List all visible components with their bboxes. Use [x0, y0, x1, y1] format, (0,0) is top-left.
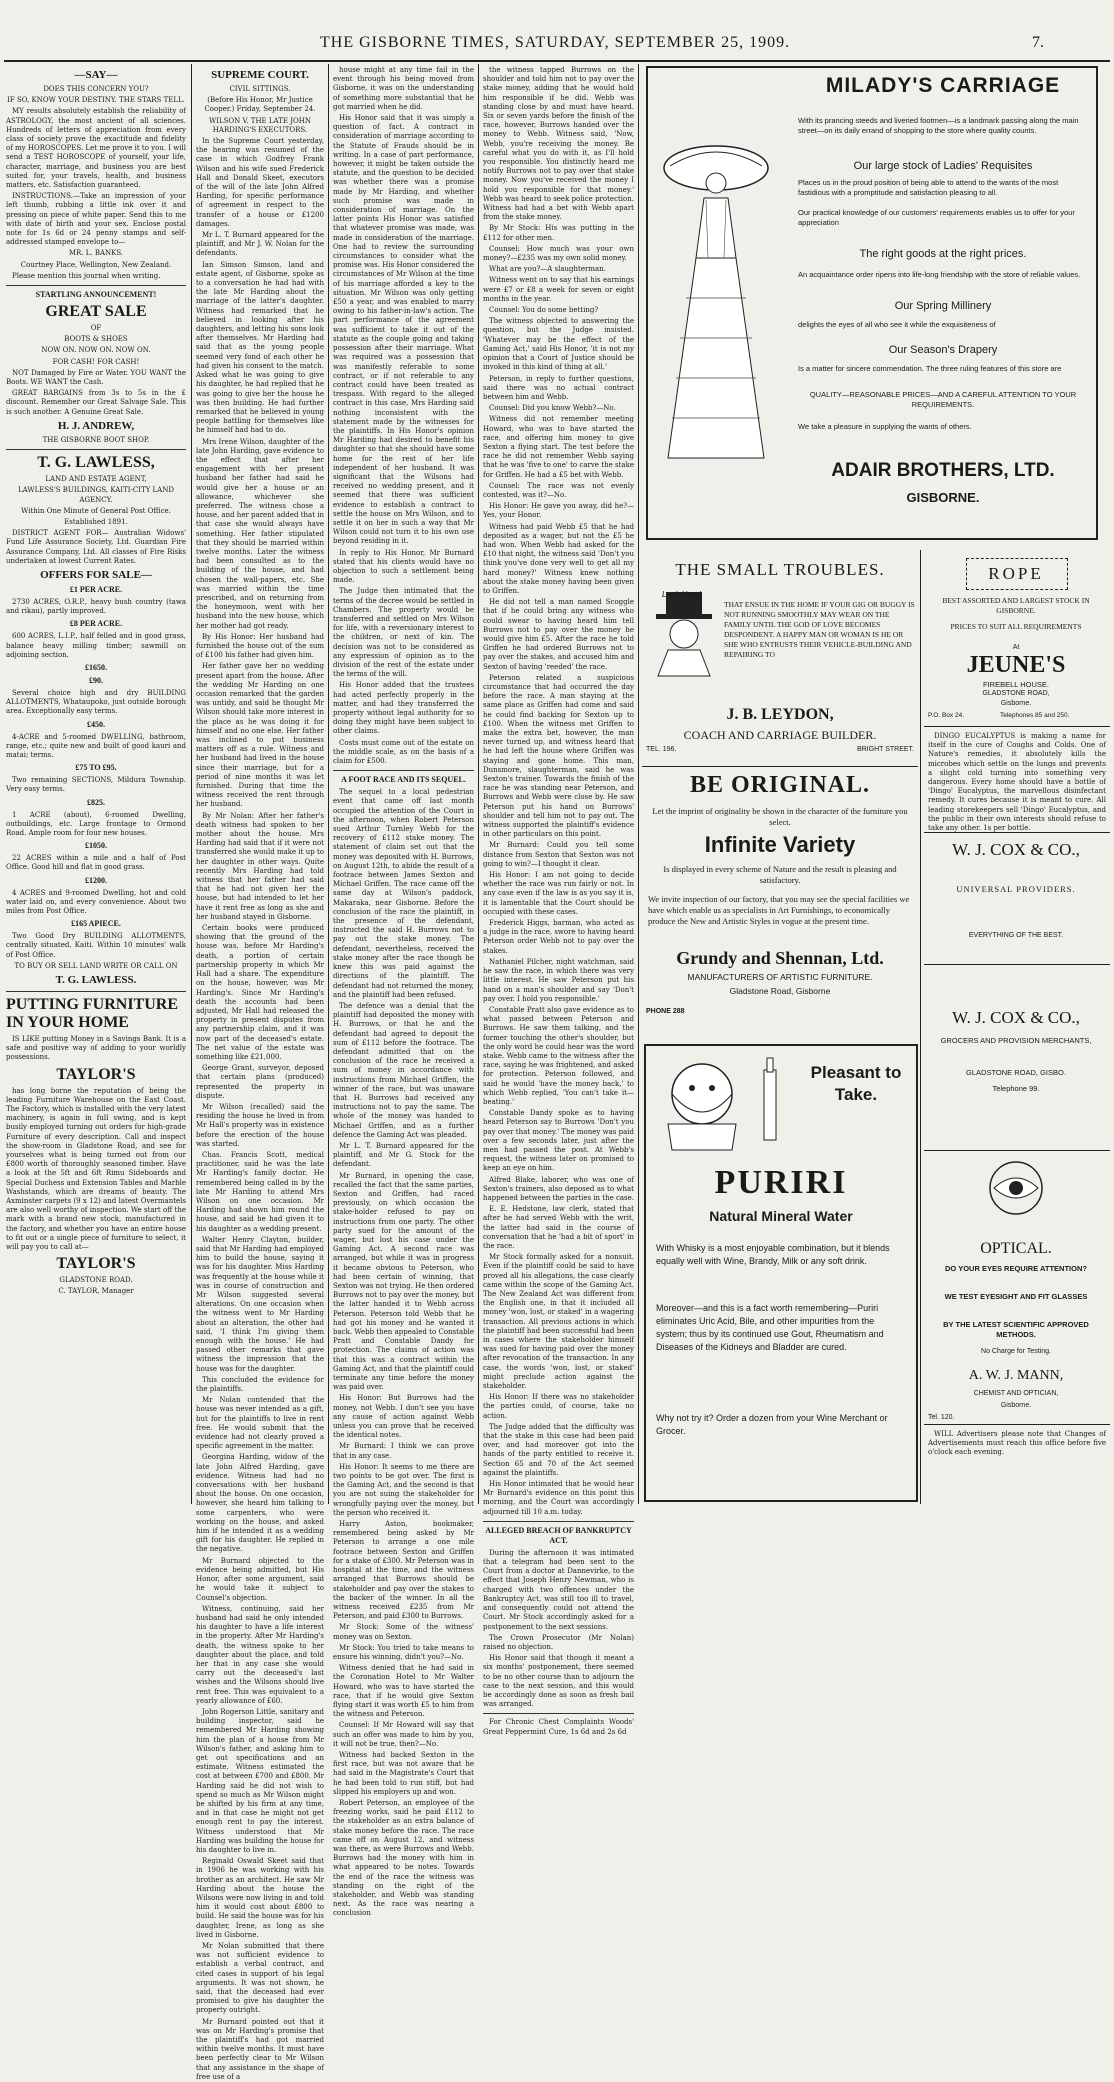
column-rule	[920, 550, 921, 1504]
infinite-variety: Infinite Variety	[704, 832, 856, 857]
milady-heading-5: Our Season's Drapery	[888, 344, 998, 356]
bankruptcy-heading: ALLEGED BREACH OF BANKRUPTCY ACT.	[485, 1525, 632, 1545]
article-paragraph: Witness had paid Webb £5 that he had deposited as a wager, but not the £5 he had won. When Webb had asked for the £10 that night, the witness said 'Don't you think you've done very well to get all my hard money?' Witness knew nothing about the stake money having been given to Griffen.	[483, 522, 634, 595]
adair-brothers: ADAIR BROTHERS, LTD.	[831, 460, 1055, 481]
article-paragraph: Witness went on to say that his earnings were £7 or £8 a week for seven or eight months in the year.	[483, 276, 634, 303]
article-paragraph: George Grant, surveyor, deposed that certain plans (produced) represented the property in dispute.	[196, 1064, 324, 1100]
grundy-phone: PHONE 288	[646, 1008, 685, 1015]
cox-universal-ad	[926, 840, 1106, 960]
article-paragraph: Mr Stock: You tried to take means to ensure his winning, didn't you?—No.	[333, 1643, 474, 1661]
optical-question: DO YOUR EYES REQUIRE ATTENTION?	[945, 1264, 1087, 1273]
article-paragraph: His Honor: If there was no stakeholder the parties could, of course, take no action.	[483, 1393, 634, 1420]
article-paragraph: Nathaniel Pilcher, night watchman, said he saw the race, in which there was very little interest. He saw Peterson put his hand on a man's shoulder and say 'Don't pay over. I hold you responsible.'	[483, 957, 634, 1003]
article-paragraph: The witness objected to answering the question, but the Judge insisted. 'Whatever may be the effect of the Gaming Act,' said His Honor, 'it is not my opinion that a Court of Justice should be invoked in this kind of thing at all.'	[483, 317, 634, 372]
article-paragraph: John Rogerson Little, sanitary and building inspector, said he remembered Mr Harding showing him the plan of a house from Mr Wilson's father, and asking him to get out specifications and an estimate. Witness estimated the cost at between £700 and £800. Mr Harding said he did not wish to spend so much as Mr Wilson might be shifted by his firm at any time, and in that case he might not get enough rent to pay the interest. Witness understood that Mr Harding was building the house for his daughter to live in.	[196, 1707, 324, 1854]
jeunes-pobox: P.O. Box 24.	[928, 712, 965, 719]
startling-heading: STARTLING ANNOUNCEMENT!	[35, 290, 157, 300]
article-paragraph: Counsel: You do some betting?	[489, 306, 599, 315]
great-sale-damaged: NOT Damaged by Fire or Water. YOU WANT the Boots. WE WANT the Cash.	[6, 368, 186, 387]
lawless-established: Established 1891.	[64, 517, 128, 526]
leydon-title: THE SMALL TROUBLES.	[675, 560, 885, 579]
column-rule	[191, 64, 192, 1504]
article-paragraph: The sequel to a local pedestrian event that came off last month occupied the attention of the Court in the afternoon, when Robert Peterson sued Arthur Turnley Webb for the recovery of £112 stake money. The statement of claim set out that the money was deposited with H. Burrows, on August 12th, to abide the result of a footrace between James Sexton and Michael Griffen. The race came off the same day at Wilson's paddock, Makaraka, near Gisborne. Before the conclusion of the race the plaintiff, in the presence of the defendant, instructed the said H. Burrows not to pay out the stake money. The defendant, nevertheless, received the stake money after the race though he knew this was paid against the directions of the plaintiff. The defendant had not returned the money, and the plaintiff had been refused.	[333, 788, 474, 999]
listing: 4-ACRE and 5-roomed DWELLING, bathroom, range, etc.; quite new and built of good kauri and matai; terms.	[6, 732, 186, 759]
article-paragraph: Mr Burnard: I think we can prove that in any case.	[333, 1442, 474, 1460]
divider	[924, 964, 1110, 965]
jeunes-road: GLADSTONE ROAD,	[982, 690, 1050, 697]
article-body	[333, 66, 474, 766]
article-paragraph: Alfred Blake, laborer, who was one of Sexton's trainers, also deposed as to what happened between the parties in the case.	[483, 1175, 635, 1202]
article-paragraph: Georgina Harding, widow of the late John Alfred Harding, gave evidence. Witness had had no conversations with her husband about the house. On one occasion, however, she heard him talking to some carpenters, who were working on the house, and asked him if he intended it as a wedding gift for his daughter. He replied in the negative.	[196, 1453, 324, 1554]
district-agent: DISTRICT AGENT FOR— Australian Widows' Fund Life Assurance Society, Ltd. Guardian Fire Assurance Company, Ltd. All classes of Fire Risks undertaken at lowest Current Rates.	[6, 529, 186, 565]
jeunes-town: Gisborne.	[1000, 700, 1032, 707]
optical-ad	[926, 1158, 1106, 1468]
taylors-manager: C. TAYLOR, Manager	[58, 1287, 134, 1296]
article-paragraph: Mr Nolan submitted that there was not sufficient evidence to establish a verbal contract, and cited cases in support of his legal arguments. It was not shown, he said, that the deceased had ever promised to give his daughter the property outright.	[196, 1942, 324, 2015]
grundy-text-1: Let the imprint of originality be shown in the character of the furniture you select.	[652, 806, 908, 827]
divider	[642, 766, 918, 767]
milady-text-5: delights the eyes of all who see it while the exquisiteness of	[798, 320, 996, 329]
milady-heading-4: Our Spring Millinery	[894, 300, 992, 312]
listing: 1 ACRE (about), 6-roomed Dwelling, outbuildings, etc. Large frontage to Ormond Road. Ample room for four new houses.	[6, 810, 186, 837]
article-paragraph: This concluded the evidence for the plaintiffs.	[196, 1375, 324, 1394]
grundy-address: Gladstone Road, Gisborne	[729, 986, 831, 996]
leydon-tel: TEL. 196.	[646, 746, 677, 753]
price: £75 TO £95.	[75, 763, 117, 773]
look-here-label: Look Here!	[662, 590, 702, 599]
listing: Several choice high and dry BUILDING ALLOTMENTS, Whataupoko, just outside borough area. Exceptionally easy terms.	[6, 688, 186, 716]
rope-text-1: BEST ASSORTED AND LARGEST STOCK IN GISBORNE.	[942, 596, 1090, 615]
divider	[924, 832, 1110, 833]
cox-telephone: Telephone 99.	[992, 1084, 1040, 1093]
column-rule	[478, 64, 479, 1504]
grundy-sub: MANUFACTURERS OF ARTISTIC FURNITURE.	[687, 972, 873, 982]
say-name: MR. L. BANKS.	[68, 249, 124, 258]
article-paragraph: His Honor: He gave you away, did he?—Yes, your Honor.	[483, 502, 634, 520]
article-paragraph: Constable Pratt also gave evidence as to what passed between Peterson and Burrows. He saw them talking, and the former touching the other's shoulder, but the only word he could hear was the word stake. Webb came to the witness after the race, saying he was frightened, and asked for protection. Peterson followed, and said he would 'have the money back,' to which Webb replied, 'You can't take it—beating.'	[483, 1005, 634, 1106]
article-paragraph: Mr Burnard objected to the evidence being admitted, but His Honor, after some argument, said he would take it subject to Counsel's objection.	[196, 1556, 324, 1602]
article-paragraph: Counsel: How much was your own money?—£235 was my own solid money.	[483, 244, 634, 263]
taylors-heading: TAYLOR'S	[56, 1065, 136, 1083]
great-sale-heading: GREAT SALE	[45, 303, 147, 321]
article-paragraph: The Judge then intimated that the terms of the decree would be settled in Chambers. The property would be transferred and settled on Mrs Wilson for life, with a reversionary interest to the children, or next of kin. The decision was not to be considered as any expression of opinion as to the division of the rest of the estate under the terms of the will.	[333, 587, 474, 679]
taylors-heading-2: TAYLOR'S	[56, 1255, 136, 1273]
listing: 4 ACRES and 9-roomed Dwelling, hot and cold water laid on, and every convenience. About two miles from Post Office.	[6, 888, 186, 915]
article-paragraph: His Honor intimated that he would hear Mr Burnard's evidence on this point this morning, and the Court was accordingly adjourned till 10 a.m. today.	[483, 1480, 634, 1516]
milady-text-7: QUALITY—REASONABLE PRICES—AND A CAREFUL ATTENTION TO YOUR REQUIREMENTS.	[809, 390, 1077, 409]
article-paragraph: In reply to His Honor, Mr Burnard stated that his clients would have no objection to such a settlement being made.	[333, 548, 474, 585]
column-classifieds	[6, 66, 186, 1504]
andrew-name: H. J. ANDREW,	[57, 419, 135, 432]
grundy-firm: Grundy and Shennan, Ltd.	[676, 948, 884, 968]
case-title: WILSON V. THE LATE JOHN HARDING'S EXECUTORS.	[209, 116, 311, 134]
article-paragraph: Counsel: The race was not evenly contested, was it?—No.	[483, 481, 634, 499]
dingo-ad	[928, 732, 1106, 833]
article-paragraph: Witness did not remember meeting Howard, who was to have started the race, and offering him money to give Sexton a flying start. The test before the race he did not remember Webb saying that he was 'five to one' to carve the stake for Griffen. He had a £5 bet with Webb.	[483, 415, 634, 479]
article-paragraph: E. E. Hedstone, law clerk, stated that after he had served Webb with the writ, the latter had said in the course of conversation that he 'had a bit of sport' in the race.	[483, 1205, 634, 1250]
pleasant-to-take: Pleasant to Take.	[810, 1063, 902, 1104]
milady-heading-3: The right goods at the right prices.	[859, 248, 1027, 260]
article-paragraph: The defence was a denial that the plaintiff had deposited the money with H. Burrows, or that he and the defendant had agreed to deposit the sum of £112 before the footrace. The defendant admitted that on the conclusion of the race he received a sum of money in accordance with instructions from Michael Griffen, the winner of the race, but was unaware that H. Burrows had received any instructions not to pay the same. The whole of the money was handed to Michael Griffen, and as a further defence the Gaming Act was pleaded.	[333, 1001, 474, 1139]
article-paragraph: Mr Burnard: Could you tell some distance from Sexton that Sexton was not going to win?—I thought it clear.	[483, 841, 634, 868]
great-sale-cash: FOR CASH! FOR CASH!	[52, 357, 140, 366]
price: £90.	[89, 675, 103, 685]
article-paragraph: Mr Wilson (recalled) said the residing the house he lived in from Mr Hall's property was in existence before the erection of the house was started.	[196, 1102, 324, 1148]
leydon-text: THAT ENSUE IN THE HOME IF YOUR GIG OR BUGGY IS NOT RUNNING SMOOTHLY MAY WEAR ON THE FAMILY UNTIL THE GOD OF LOVE BECOMES DESPONDENT. A HAPPY MAN OR WOMAN IS HE OR SHE WHO ENTRUSTS THEIR VEHICLE-BUILDING AND REPAIRING TO	[724, 600, 915, 659]
column-foot-race-continued	[483, 66, 635, 1736]
article-paragraph: Witness, continuing, said her husband had said he only intended his daughter to have a life interest in the property. After Mr Harding's death, the witness spoke to her daughter about the place, and told her that in any case she would carry out the deceased's last wishes and the Wilsons should live rent free. This was equivalent to a yearly allowance of £60.	[196, 1604, 324, 1705]
offers-heading: OFFERS FOR SALE—	[40, 568, 152, 581]
column-rule	[638, 64, 639, 1504]
milady-text-1: With its prancing steeds and liveried footmen—is a landmark passing along the main street—on its daily errand of shopping to the store where quality counts.	[798, 116, 1079, 135]
foot-race-body	[333, 788, 474, 1918]
great-sale-of: OF	[90, 324, 102, 333]
great-sale-now: NOW ON. NOW ON. NOW ON.	[41, 346, 151, 355]
man-with-bottle-illustration	[652, 1050, 802, 1160]
price: £1 PER ACRE.	[69, 584, 123, 594]
article-paragraph: Mr Burnard pointed out that it was on Mr Harding's promise that the plaintiff's had got married within twelve months. It must have been perfectly clear to Mr Wilson that any assistance in the shape of free use of a	[196, 2017, 324, 2081]
article-paragraph: Her father gave her no wedding present apart from the house. After the wedding Mr Harding on one occasion remarked that the garden was untidy, and said he thought Mr Wilson should take more interest in the place as he was doing it for himself and no one else. Her father was inclined to put business matters off as a rule. Witness and her husband had lived in the house since their marriage, but for a period of nine months it was let furnished. During that time the witness received the rent through her husband.	[196, 662, 324, 809]
rope-ad	[926, 556, 1106, 706]
listing: Two remaining SECTIONS, Mildura Township. Very easy terms.	[6, 776, 186, 794]
article-paragraph: What are you?—A slaughterman.	[489, 265, 606, 274]
article-paragraph: Constable Dandy spoke as to having heard Peterson say to Burrows 'Don't you pay over that money.' The money was paid over a few seconds later, just after the men had passed the post. At Webb's request, the witness later on promised to keep an eye on him.	[483, 1109, 634, 1173]
article-paragraph: Mr Stock formally asked for a nonsuit. Even if the plaintiff could be said to have proved all his allegations, the case clearly came within the scope of the Gaming Act. The New Zealand Act was different from the English one, in that it included all money 'won, lost, or staked' in a wagering transaction. All previous actions in which the plaintiff had been successful had been in cases where the stakeholder himself was sued for having paid over the money after revocation of the transaction. In any case, the words 'won, lost, or staked' might preclude action against the stakeholder.	[483, 1253, 634, 1391]
masthead-title: THE GISBORNE TIMES, SATURDAY, SEPTEMBER 25, 1909.	[320, 34, 791, 51]
man-with-hat-illustration	[648, 586, 720, 676]
price: £450.	[87, 719, 105, 729]
optical-text-2: BY THE LATEST SCIENTIFIC APPROVED METHODS.	[943, 1320, 1089, 1339]
jeunes-name: JEUNE'S	[966, 652, 1066, 678]
page-number: 7.	[1032, 34, 1044, 51]
article-paragraph: His Honor said that though it meant a six months' postponement, there seemed to be no other course than to adjourn the case to the next session, and this would be accordingly done as soon as fresh bail was arranged.	[483, 1654, 634, 1709]
milady-text-3: Our practical knowledge of our customers' requirements enables us to offer for your appreciation	[798, 208, 1075, 227]
price: £8 PER ACRE.	[69, 619, 123, 629]
leydon-street: BRIGHT STREET.	[856, 746, 914, 753]
listing: 22 ACRES within a mile and a half of Post Office. Good hill and flat in good grass.	[6, 854, 186, 872]
say-instructions: INSTRUCTIONS.—Take an impression of your left thumb, rubbing a little ink over it and pressing on piece of white paper. Send this to me with date of birth and your sex. Enclose postal note for 1s 6d or 24 penny stamps and self-addressed stamped envelope to—	[6, 192, 186, 247]
firebell-house: FIREBELL HOUSE.	[983, 680, 1049, 689]
listing: 2730 ACRES, O.R.P., heavy bush country (tawa and rikau), partly improved.	[6, 597, 186, 616]
advertisers-note	[928, 1430, 1106, 1496]
article-paragraph: Harry Aston, bookmaker, remembered being asked by Mr Peterson to arrange a one mile footrace between Sexton and Griffen for a stake of £300. Mr Peterson was in hospital at the time, and the witness arranged that Burrows should be stakeholder and pay over the stakes to the backer of the winner. In all the witness received £235 from Mr Peterson, and paid £300 to Burrows.	[333, 1520, 474, 1621]
puriri-subtitle: Natural Mineral Water	[709, 1208, 853, 1224]
article-paragraph: Witness denied that he had said in the Coronation Hotel to Mr Walter Howard, who was to have started the race, that if he would give Sexton flying start it was worth £5 to him from the witness and Peterson.	[333, 1664, 474, 1719]
listing: Two Good Dry BUILDING ALLOTMENTS, centrally situated, Kaiti. Within 10 minutes' walk of Post Office.	[6, 932, 186, 959]
optical-text-1: WE TEST EYESIGHT AND FIT GLASSES	[944, 1292, 1088, 1301]
article-paragraph: Mr Stock: Some of the witness' money was on Sexton.	[333, 1623, 474, 1641]
article-paragraph: Costs must come out of the estate on the middle scale, as on the basis of a claim for £500.	[333, 738, 474, 766]
milady-ad	[646, 66, 1098, 540]
divider	[924, 1424, 1110, 1425]
article-paragraph: Mr Burnard, in opening the case, recalled the fact that the same parties, Sexton and Griffen, had raced previously, on which occasion the stake-holder refused to pay on instructions from one party. The other party sued for the amount of the wager, but lost his case under the Gaming Act. A second race was arranged, but while it was in progress it became obvious to Peterson, who had been certain of winning, that Sexton was not trying. He then ordered Burrows not to pay over the money, but the latter handed it to Webb across Peterson. Peterson told Webb that he had got his money and he wanted it back. Webb then appealed to Constable Pratt and Constable Dandy for protection. The claims of action was that this was a contract within the Gaming Act, and that the plaintiff could terminate any time before the money was paid over.	[333, 1171, 475, 1392]
cox-grocers: GROCERS AND PROVISION MERCHANTS,	[940, 1036, 1092, 1045]
article-paragraph: His Honor added that the trustees had acted perfectly properly in the matter, and had they transferred the property without legal authority for so doing they might have been subject to other claims.	[333, 681, 474, 736]
milady-heading-2: Our large stock of Ladies' Requisites	[853, 160, 1033, 172]
article-paragraph: During the afternoon it was intimated that a telegram had been sent to the Court from a doctor at Dannevirke, to the effect that Joseph Henry Newman, who is charged with two offences under the Bankruptcy Act, was still too ill to travel, and consequently could not attend the Court. Mr Stock accordingly asked for a postponement to the next sessions.	[483, 1548, 634, 1631]
say-address: Courtney Place, Wellington, New Zealand.	[20, 260, 172, 269]
foot-race-heading: A FOOT RACE AND ITS SEQUEL.	[341, 775, 466, 785]
article-paragraph: Counsel: Did you know Webb?—No.	[489, 404, 616, 413]
masthead-rule	[4, 60, 1110, 62]
article-paragraph: Frederick Higgs, barman, who acted as a judge in the race, swore to having heard Peterson order Webb not to pay over the stakes.	[483, 919, 634, 955]
bankruptcy-body	[483, 1549, 634, 1709]
article-paragraph: By Mr Stock: His was putting in the £112 for other men.	[483, 224, 634, 242]
puriri-ad	[644, 1044, 918, 1502]
article-paragraph: By Mr Nolan: After her father's death witness had spoken to her mother about the house. Mrs Harding had said that if it were not transferred she would make it up to her daughter in other ways. Quite recently Mrs Harding had told witness that her father had said that he had not given her the house, but had intended to let her have it rent free as long as she and her husband stayed in Gisborne.	[196, 811, 324, 921]
article-paragraph: Chas. Francis Scott, medical practitioner, said he was the late Mr Harding's family doctor. He remembered being called in by the late Mr Harding to attend Mrs Wilson on one occasion. Mr Harding had shown him round the house, and said he had given it to his daughter as a wedding present.	[196, 1150, 324, 1233]
article-paragraph: The Judge added that the difficulty was that the stake in this case had been paid over, and had moreover got into the hands of the party entitled to receive it. Section 65 and 70 of the Act seemed against the plaintiffs.	[483, 1422, 634, 1477]
column-rule	[328, 64, 329, 1504]
leydon-ad	[644, 560, 916, 760]
mann-tel: Tel. 120.	[928, 1414, 955, 1421]
divider	[483, 1713, 634, 1714]
taylors-text: has long borne the reputation of being the leading Furniture Warehouse on the East Coast. The Factory, which is installed with the very latest machinery, is again in full swing, and is kept busily employed turning out orders for high-grade Furniture of every description. Call and inspect the show-room in Gladstone Road, and see for yourselves what is being turned out from our £800 worth of thoroughly seasoned timber. Have a look at the 5ft and 6ft Rimu Sideboards and Special Duchess and Extension Tables and Marble Washstands, which are dreams of beauty. The Axminster carpets (9 x 12) and latest Overmantels are also well worthy of inspection. We start off the mark with a brand new stock, manufactured in the factory, and whether you have an entire house to fit out or a single piece of furniture to select, it will pay you to call at—	[6, 1086, 186, 1252]
optical-text-3: No Charge for Testing.	[981, 1348, 1051, 1355]
price: £165 APIECE.	[71, 919, 121, 929]
lawless-buildings: LAWLESS'S BUILDINGS, KAITI-CITY LAND AGENCY.	[18, 486, 174, 504]
cox-grocers-ad	[926, 1008, 1106, 1108]
lawless-sub: LAND AND ESTATE AGENT,	[45, 475, 147, 484]
milady-text-4: An acquaintance order ripens into life-long friendship with the store of reliable values.	[798, 270, 1081, 279]
article-body	[196, 137, 324, 2082]
article-paragraph: house might at any time fail in the event through his being moved from Gisborne, it was on the understanding of something more substantial that he got married when he did.	[333, 66, 474, 111]
leydon-name: J. B. LEYDON,	[726, 706, 834, 723]
article-paragraph: Peterson, in reply to further questions, said there was no actual contract between him and Webb.	[483, 374, 634, 401]
masthead	[0, 30, 1114, 58]
article-paragraph: He did not tell a man named Scoggle that if he could bring any witness who could swear to having heard him tell Burrows not to pay over the money he would give him £5. After the race he told Griffen he had ordered Burrows not to pay over the stakes, and accused him and Sexton of having 'reeded' the race.	[483, 598, 634, 671]
lady-illustration	[656, 138, 776, 468]
jeunes-telephones: Telephones 85 and 250.	[1000, 712, 1070, 719]
article-paragraph: His Honor: It seems to me there are two points to be got over. The first is the Gaming Act, and the second is that you are not suing the stakeholder for wrongfully paying over the money, but the person who received it.	[333, 1462, 474, 1517]
divider	[483, 1521, 634, 1522]
andrew-sub: THE GISBORNE BOOT SHOP.	[42, 435, 150, 444]
article-paragraph: Mr Nolan contended that the house was never intended as a gift, but for the plaintiffs to live in rent free. He would submit that the evidence had not clearly proved a specific agreement in the matter.	[196, 1396, 324, 1451]
adair-town: GISBORNE.	[906, 490, 980, 505]
putting-text: IS LIKE putting Money in a Savings Bank. It is a safe and positive way of adding to your worldly possessions.	[6, 1035, 186, 1062]
lawless-name: T. G. LAWLESS,	[37, 454, 155, 472]
price: £1650.	[85, 662, 107, 672]
article-paragraph: In the Supreme Court yesterday, the hearing was resumed of the case in which Godfrey Frank Wilson and his wife sued Frederick Hall and Donald Skeet, executors of the will of the late John Alfred Harding, for specific performance of agreement in respect to the transfer of a house or £1200 damages.	[196, 137, 324, 228]
milady-text-8: We take a pleasure in supplying the wants of others.	[798, 422, 972, 431]
article-paragraph: Certain books were produced showing that the ground of the house was, before Mr Harding's death, a portion of certain partnership property in which Mr Hall had a share. The expenditure on the house, however, was Mr Harding's. Since Mr Harding's death the accounts had been adjusted, Mr Hall had released the property in present disputes from any partnership claim, and it was now part of the deceased's estate. The net value of the estate was something like £21,000.	[196, 924, 324, 1061]
divider	[924, 726, 1110, 727]
article-paragraph: His Honor said that it was simply a question of fact. A contract in consideration of marriage according to the Statute of Frauds should be in writing. In a case of part performance, however, it might be taken outside the statute, and the question to be decided was whether there was a promise made by Mr Harding, and whether such promise was made in consideration of marriage. On the latter points His Honor was satisfied that whatever promise was made, was made in consideration of the marriage. One had to review the surrounding circumstances to consider what the promise was. His Honor considered the circumstances of Mr Wilson at the time of his marriage afforded a key to the situation. Mr Wilson was only getting £50 a year, and was enabled to marry owing to his father-in-law's action. The part performance of the agreement was sufficient to take it out of the statute as the couple going and taking possession after their marriage. What was required was a possession that was manifestly referable to some contract, or if not referable to any contract could have been treated as trespass. With regard to the alleged contract in this case, Mrs Harding said nothing inconsistent with the statement made by the witnesses for the plaintiffs. In His Honor's opinion Mr Harding had desired to benefit his daughter so that she should have some home for the rest of her life independent of her husband. It was significant that the Wilsons had received no wedding present, and it seemed that there was sufficient evidence to establish a contract to settle the house on Mrs Wilson, and to settle it on her in such a way that Mr Wilson could not turn it to his own use beyond residing in it.	[333, 114, 474, 546]
be-original: BE ORIGINAL.	[689, 772, 871, 798]
divider	[6, 991, 186, 992]
lawless-near: Within One Minute of General Post Office.	[21, 506, 171, 515]
article-paragraph: Reginald Oswald Skeet said that in 1906 he was working with his brother as an architect. He saw Mr Harding about the house the Wilsons were now living in and told him it would cost about £800 to build. He said the house was for his daughter, Irene, as long as she lived in Gisborne.	[196, 1857, 324, 1939]
grundy-text-3: We invite inspection of our factory, that you may see the special facilities we have which enable us as specialists in Art Furnishings, to economically produce the New and Artistic Styles in vogue at the present time.	[648, 894, 910, 926]
mann-town: Gisborne.	[1000, 1402, 1032, 1409]
eye-icon	[986, 1158, 1046, 1218]
cox-name: W. J. COX & CO.,	[952, 840, 1080, 859]
article-paragraph: Robert Peterson, an employee of the freezing works, said he paid £112 to the stakeholder as an extra balance of stake money before the race. The race came off on August 12, and witness was there, as were Burrows and Webb. Burrows had the money with him in what appeared to be notes. Towards the end of the race the witness was standing on the right of the stakeholder, and Webb was standing next. As the race was nearing a conclusion	[333, 1798, 474, 1918]
say-body: MY results absolutely establish the reliability of ASTROLOGY, the most ancient of all sciences. Hundreds of letters of appreciation from every class of society prove the exactitude and fidelity of my HOROSCOPES. Let me prove it to you. I will send a TEST HOROSCOPE of yourself, your life, character, marriage, and business you are best suited for, your travels, health, and business matters, etc. Satisfaction guaranteed.	[6, 107, 186, 190]
before-judge: (Before His Honor, Mr Justice Cooper.) Friday, September 24.	[204, 96, 316, 114]
divider	[6, 449, 186, 450]
mann-name: A. W. J. MANN,	[968, 1368, 1064, 1383]
taylors-address: GLADSTONE ROAD.	[59, 1276, 133, 1285]
optical-title: OPTICAL.	[980, 1240, 1052, 1257]
chronic-ad: For Chronic Chest Complaints Woods' Great Peppermint Cure, 1s 6d and 2s 6d	[483, 1718, 634, 1736]
grundy-ad	[644, 772, 916, 1034]
great-sale-items: BOOTS & SHOES	[64, 335, 128, 344]
puriri-text-3: Why not try it? Order a dozen from your Wine Merchant or Grocer.	[656, 1413, 888, 1436]
article-paragraph: Mr L. T. Burnard appeared for the plaintiff, and Mr G. Stock for the defendant.	[333, 1141, 474, 1169]
article-paragraph: His Honor: But Burrows had the money, not Webb. I don't see you have any cause of action against Webb unless you can prove that he received the identical notes.	[333, 1394, 474, 1440]
advertisers-note-text: WILL Advertisers please note that Changes of Advertisements must reach this office before five o'clock each evening.	[928, 1430, 1106, 1457]
listing: 600 ACRES, L.I.P., half felled and in good grass, balance heavy milling timber; sawmill on adjoining section.	[6, 632, 186, 659]
article-paragraph: Mrs Irene Wilson, daughter of the late John Harding, gave evidence to the effect that after her engagement with her present husband her father had said he would give her a house or an allowance, whichever she preferred. The witness chose a house, and her parent added that in that case she would always have something. Her father stipulated that they should be married within twelve months. Later the witness had been consulted as to the building of the house, and had chosen the wall-papers, etc. She was married within the time prescribed, and on returning from the honeymoon, went with her husband into the new house, which her mother had got ready.	[196, 437, 324, 630]
article-paragraph: Walter Henry Clayton, builder, said that Mr Harding had employed him to build the house, saying it was for his daughter. Miss Harding was frequently at the house while it was in course of construction and Mr Wilson suggested several alterations. On one occasion when the witness went to Mr Harding about an alteration, the other had said, 'I think I'm giving them enough with the house.' He had passed other remarks that gave witness the impression that the house was for the daughter.	[196, 1235, 324, 1373]
article-paragraph: By His Honor: Her husband had furnished the house out of the sum of £100 his father had given him.	[196, 632, 324, 660]
column-supreme-court	[196, 66, 324, 2081]
putting-heading: PUTTING FURNITURE IN YOUR HOME	[6, 996, 179, 1031]
dingo-text: DINGO EUCALYPTUS is making a name for itself in the cure of Coughs and Colds. One of Nature's remedies, it absolutely kills the microbes which settle on the lungs and prevents a slight cold turning into something very dangerous. Every home should have a bottle of 'Dingo' Eucalyptus, the marvellous disinfectant remedy. It cures because it is meant to cure. All leading storekeepers sell 'Dingo' Eucalyptus, and the public in their own interests should refuse to take any other. 1s per bottle.	[928, 732, 1106, 833]
cox-everything: EVERYTHING OF THE BEST.	[968, 932, 1064, 939]
puriri-brand: PURIRI	[714, 1164, 848, 1201]
say-question: DOES THIS CONCERN YOU?	[43, 85, 149, 93]
great-sale-bargains: GREAT BARGAINS from 3s to 5s in the £ discount. Remember our Great Salvage Sale. This is such another. A Genuine Great Sale.	[6, 389, 186, 416]
cox-name: W. J. COX & CO.,	[952, 1008, 1080, 1027]
to-buy-name: T. G. LAWLESS.	[55, 974, 137, 986]
divider	[333, 770, 474, 771]
divider	[6, 285, 186, 286]
price: £1050.	[85, 841, 107, 851]
rope-text-2: PRICES TO SUIT ALL REQUIREMENTS	[950, 622, 1082, 631]
column-court-continued	[333, 66, 475, 1918]
cox-address: GLADSTONE ROAD, GISBO.	[966, 1068, 1066, 1077]
milady-title: MILADY'S CARRIAGE	[825, 74, 1061, 97]
to-buy: TO BUY OR SELL LAND WRITE OR CALL ON	[14, 961, 178, 970]
supreme-court-heading: SUPREME COURT.	[211, 69, 309, 81]
price: £825.	[87, 797, 105, 807]
article-paragraph: Witness had backed Sexton in the first race, but was not aware that he had said in the Magistrate's Court that he had been told to run stiff, but had slipped his employers up and won.	[333, 1750, 474, 1796]
grundy-text-2: Is displayed in every scheme of Nature and the result is pleasing and satisfactory.	[663, 864, 897, 885]
article-paragraph: His Honor: I am not going to decide whether the race was run fairly or not. In any case even if the law is as you say it is, it is lamentable that the Court should be occupied with these cases.	[483, 871, 634, 916]
rope-title: ROPE	[988, 564, 1044, 583]
puriri-text-2: Moreover—and this is a fact worth remembering—Puriri eliminates Uric Acid, Bile, and other impurities from the system; thus by its continued use Gout, Rheumatism and Diseases of the Kidneys and Bladder are cured.	[656, 1303, 884, 1352]
divider	[924, 1150, 1110, 1151]
article-paragraph: Mr L. T. Burnard appeared for the plaintiff, and Mr J. W. Nolan for the defendants.	[196, 231, 324, 258]
article-paragraph: Peterson related a suspicious circumstance that had occurred the day before the race. A man staying at the same place as Griffen had come and said he could find backing for Sexton up to £100. When the witness met Griffen to make the extra bet, however, the man never turned up, and witness heard that he had left the house where Griffen was staying and gone home. This man, Dunsmore, slaughterman, said he was Sexton's trainer. Towards the finish of the race he was standing near Peterson, and Burrows and Webb were close by. He saw Peterson put his hand on Burrows' shoulder and tell him not to pay out. The witness supported the plaintiff's evidence in other particulars on this point.	[483, 673, 634, 839]
article-body	[483, 66, 634, 1517]
say-note: Please mention this journal when writing.	[12, 271, 161, 280]
cox-universal: UNIVERSAL PROVIDERS.	[956, 884, 1076, 894]
puriri-text-1: With Whisky is a most enjoyable combination, but it blends equally well with Wine, Brandy, Milk or any soft drink.	[656, 1243, 890, 1266]
article-paragraph: Ian Simson Simson, land and estate agent, of Gisborne, spoke as to a conversation he had had with the late Mr Harding about the marriage of the latter's daughter. Witness had remarked that he believed in looking after his daughters, and letting his sons look after themselves. Mr Harding had said that as the young people seemed very fond of each other he had given his consent to the match. Asked what he was going to give his daughter, he had replied that he was going to give her the house he was then building. He had further remarked that he believed in young people battling for themselves like he himself had had to do.	[196, 260, 324, 435]
article-paragraph: The Crown Prosecutor (Mr Nolan) raised no objection.	[483, 1633, 634, 1651]
leydon-trade: COACH AND CARRIAGE BUILDER.	[683, 728, 877, 742]
say-question-2: IF SO, KNOW YOUR DESTINY. THE STARS TELL.	[7, 96, 185, 105]
milady-text-6: Is a matter for sincere commendation. The three ruling features of this store are	[798, 364, 1062, 373]
say-heading: —SAY—	[74, 69, 118, 81]
milady-text-2: Places us in the proud position of being able to attend to the wants of the most fastidious with a promptitude and satisfaction pleasing to all.	[798, 178, 1059, 197]
rope-at: At	[1012, 644, 1020, 651]
civil-sittings: CIVIL SITTINGS.	[229, 85, 291, 93]
article-paragraph: Counsel: If Mr Howard will say that such an offer was made to him by you, it will not be true, then?—No.	[333, 1721, 474, 1748]
mann-sub: CHEMIST AND OPTICIAN,	[973, 1390, 1059, 1397]
article-paragraph: the witness tapped Burrows on the shoulder and told him not to pay over the stake money, adding that he would hold him responsible if he did. Webb was standing close by and must have heard. Six or seven yards before the finish of the race, however, Burrows handed over the money to Webb. Witness said, 'Now, Webb, you're receiving the money. Be careful what you do with it, as I'll hold you responsible. You distinctly heard me notify Burrows not to pay over that stake money. Now you've received the money I hold you responsible for that money.' Webb was heard to seek police protection. Witness had had a bet with Webb apart from the stake money.	[483, 66, 634, 222]
price: £1200.	[85, 875, 107, 885]
